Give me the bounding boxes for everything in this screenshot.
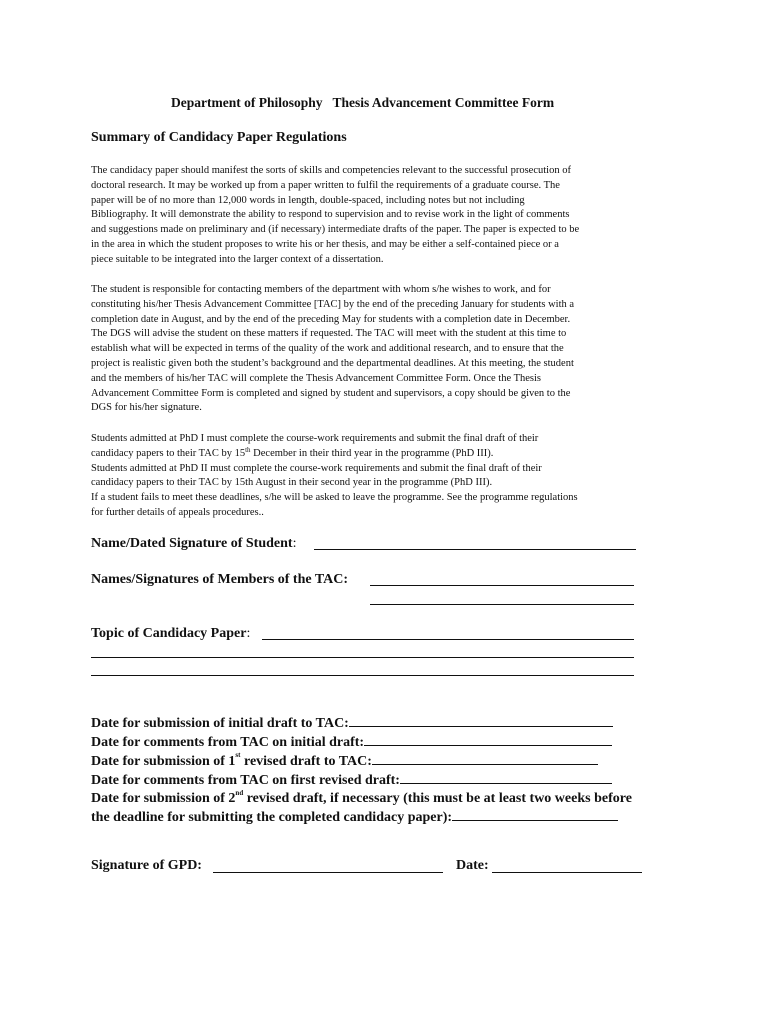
paragraph-line: DGS for his/her signature. — [91, 402, 202, 414]
paragraph-line: in the area in which the student proposes to write his or her thesis, and may be either a self-contained piece or a — [91, 238, 559, 250]
paragraph-line: establish what will be expected in terms of the quality of the work and additional research, and to ensure that the — [91, 343, 564, 355]
paragraph-line: Students admitted at PhD II must complete the course-work requirements and submit the final draft of their — [91, 462, 542, 474]
date-initial-draft-line[interactable] — [349, 714, 613, 727]
date-comments-initial-line[interactable] — [364, 733, 612, 746]
gpd-date-label: Date: — [456, 858, 489, 873]
paragraph-line: piece suitable to be integrated into the larger context of a dissertation. — [91, 253, 384, 265]
form-name: Thesis Advancement Committee Form — [332, 95, 555, 110]
colon: : — [246, 626, 251, 641]
ordinal-suffix: nd — [235, 789, 244, 797]
student-signature-label — [91, 536, 296, 552]
colon: : — [292, 536, 297, 551]
paragraph-line: completion date in August, and by the end of the preceding May for students with a completion date in December. — [91, 313, 571, 325]
paragraph-line: The DGS will advise the student on these matters if requested. The TAC will meet with the student at this time to — [91, 328, 567, 340]
date-label: Date for comments from TAC on initial draft: — [91, 735, 365, 750]
date-first-revised-line[interactable] — [372, 752, 598, 765]
paragraph-line: Advancement Committee Form is completed and signed by student and supervisors, a copy should be given to the — [91, 387, 571, 399]
paragraph-line — [91, 447, 691, 462]
date-label: Date for submission of 1 — [91, 754, 236, 769]
topic-line-2[interactable] — [91, 657, 634, 658]
paragraph-line: Students admitted at PhD I must complete the course-work requirements and submit the final draft of their — [91, 433, 539, 444]
regulations-paragraph-1 — [91, 164, 691, 268]
submission-dates — [91, 714, 632, 827]
date-label: Date for submission of 2 — [91, 791, 236, 806]
paragraph-line: and suggestions made on preliminary and (if necessary) intermediate drafts of the paper. The paper is expected to be — [91, 224, 580, 236]
gpd-signature-label: Signature of GPD: — [91, 858, 202, 873]
paragraph-line: If a student fails to meet these deadlines, s/he will be asked to leave the programme. See the programme regulations — [91, 492, 578, 504]
date-deadline-line[interactable] — [452, 808, 618, 821]
regulations-paragraph-2 — [91, 283, 691, 416]
department-name: Department of Philosophy — [171, 95, 323, 110]
tac-members-label: Names/Signatures of Members of the TAC: — [91, 572, 349, 587]
tac-members-line-1[interactable] — [370, 585, 634, 586]
line-text: candidacy papers to their TAC by 15 — [91, 447, 246, 459]
paragraph-line: project is realistic given both the student’s background and the departmental deadlines. At this meeting, the student — [91, 357, 574, 369]
paragraph-line: Bibliography. It will demonstrate the ability to respond to supervision and to revise work in the light of comments — [91, 209, 570, 221]
date-label: Date for submission of initial draft to TAC: — [91, 716, 349, 731]
date-first-revised — [91, 752, 632, 771]
tac-members-line-2[interactable] — [370, 604, 634, 605]
regulations-paragraph-3 — [91, 432, 691, 521]
topic-line-3[interactable] — [91, 675, 634, 676]
form-title — [171, 95, 554, 111]
date-comments-first-line[interactable] — [400, 771, 612, 784]
date-label: the deadline for submitting the completed candidacy paper): — [91, 810, 453, 825]
date-comments-initial — [91, 733, 632, 752]
paragraph-line: The candidacy paper should manifest the sorts of skills and competencies relevant to the successful prosecution of — [91, 165, 571, 176]
date-label: Date for comments from TAC on first revised draft: — [91, 773, 400, 788]
topic-label — [91, 626, 250, 642]
date-initial-draft — [91, 714, 632, 733]
student-signature-text: Name/Dated Signature of Student — [91, 536, 293, 551]
paragraph-line: paper will be of no more than 12,000 words in length, double-spaced, including notes but not including — [91, 194, 525, 206]
date-comments-first — [91, 771, 632, 790]
gpd-date-line[interactable] — [492, 872, 642, 873]
date-label: revised draft to TAC: — [240, 754, 372, 769]
date-deadline — [91, 808, 632, 827]
date-second-revised — [91, 790, 632, 808]
paragraph-line: candidacy papers to their TAC by 15th August in their second year in the programme (PhD III). — [91, 477, 493, 489]
paragraph-line: doctoral research. It may be worked up from a paper written to fulfil the requirements of a graduate course. The — [91, 179, 560, 191]
date-label: revised draft, if necessary (this must be at least two weeks before — [243, 791, 632, 806]
paragraph-line: constituting his/her Thesis Advancement Committee [TAC] by the end of the preceding January for students with a — [91, 298, 575, 310]
ordinal-suffix: st — [235, 751, 241, 759]
line-text: December in their third year in the programme (PhD III). — [250, 447, 494, 459]
paragraph-line: The student is responsible for contacting members of the department with whom s/he wishes to work, and for — [91, 284, 551, 295]
student-signature-line[interactable] — [314, 549, 636, 550]
paragraph-line: and the members of his/her TAC will complete the Thesis Advancement Committee Form. Once the Thesis — [91, 372, 541, 384]
section-title: Summary of Candidacy Paper Regulations — [91, 130, 347, 145]
gpd-signature-line[interactable] — [213, 872, 443, 873]
ordinal-suffix: th — [245, 445, 251, 454]
paragraph-line: for further details of appeals procedures.. — [91, 506, 264, 518]
topic-text: Topic of Candidacy Paper — [91, 626, 247, 641]
topic-line-1[interactable] — [262, 639, 634, 640]
